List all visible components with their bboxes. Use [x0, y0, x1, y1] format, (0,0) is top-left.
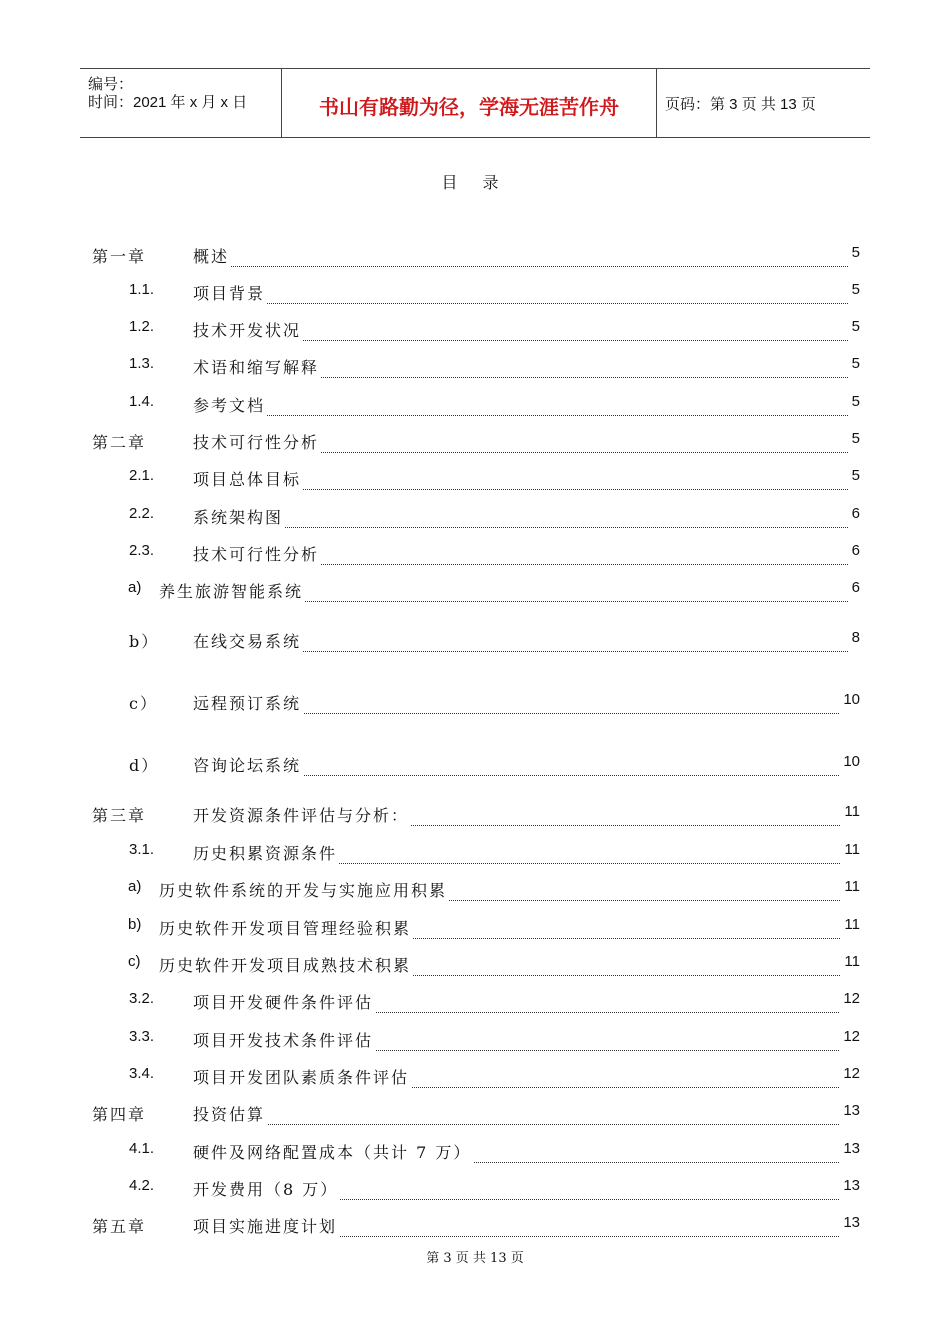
toc-entry-title: 项目实施进度计划 — [193, 1214, 339, 1237]
toc-entry-page: 11 — [844, 841, 860, 858]
toc-entry-page: 12 — [843, 990, 860, 1007]
toc-entry-page: 11 — [844, 803, 860, 820]
toc-entry[interactable] — [92, 753, 860, 777]
toc-entry-number: 4.2. — [129, 1177, 155, 1194]
toc-entry[interactable] — [92, 393, 860, 417]
toc-entry-number: 第二章 — [92, 433, 147, 452]
toc-entry[interactable] — [92, 542, 860, 566]
toc-entry-page: 11 — [844, 916, 860, 933]
toc-entry[interactable] — [92, 1028, 860, 1052]
toc-entry-title: 技术可行性分析 — [193, 430, 321, 453]
toc-leader-dots — [193, 281, 848, 304]
toc-entry-number: 3.2. — [129, 990, 155, 1007]
toc-entry-number: 2.2. — [129, 505, 155, 522]
toc-entry[interactable] — [92, 1140, 860, 1164]
toc-entry-page: 5 — [851, 430, 860, 447]
toc-entry-page: 12 — [843, 1065, 860, 1082]
toc-entry-number: c) — [128, 953, 141, 970]
toc-entry-title: 开发费用（8 万） — [193, 1177, 340, 1200]
toc-entry-number: 1.2. — [129, 318, 155, 335]
toc-title: 目 录 — [441, 173, 509, 192]
toc-entry-title: 系统架构图 — [193, 505, 285, 528]
toc-entry[interactable] — [92, 579, 860, 603]
toc-leader-dots — [193, 393, 848, 416]
toc-entry-number: 1.3. — [129, 355, 155, 372]
toc-entry-number: 1.1. — [129, 281, 155, 298]
toc-entry-title: 开发资源条件评估与分析： — [193, 803, 411, 826]
toc-entry-page: 11 — [844, 953, 860, 970]
toc-entry-title: 远程预订系统 — [193, 691, 303, 714]
toc-entry-title: 项目背景 — [193, 281, 267, 304]
toc-entry-page: 5 — [851, 393, 860, 410]
toc-entry-page: 13 — [843, 1140, 860, 1157]
toc-entry-page: 12 — [843, 1028, 860, 1045]
header-page-cell — [655, 69, 870, 137]
toc-entry-title: 技术开发状况 — [193, 318, 303, 341]
toc-entry[interactable] — [92, 244, 860, 268]
toc-entry-number: c） — [129, 694, 158, 713]
document-number-label: 编号： — [88, 76, 134, 93]
toc-entry-title: 投资估算 — [193, 1102, 267, 1125]
toc-entry[interactable] — [92, 467, 860, 491]
toc-entry[interactable] — [92, 1214, 860, 1238]
toc-entry-title: 历史软件系统的开发与实施应用积累 — [159, 878, 449, 901]
toc-entry-title: 概述 — [193, 244, 231, 267]
toc-entry-page: 6 — [851, 579, 860, 596]
header-meta-cell — [80, 69, 281, 137]
toc-entry-number: 2.1. — [129, 467, 155, 484]
toc-entry[interactable] — [92, 803, 860, 827]
toc-entry-page: 5 — [851, 318, 860, 335]
toc-entry-title: 在线交易系统 — [193, 629, 303, 652]
toc-entry-page: 13 — [843, 1177, 860, 1194]
toc-entry-title: 项目开发硬件条件评估 — [193, 990, 375, 1013]
toc-entry[interactable] — [92, 1177, 860, 1201]
toc-entry-number: 第四章 — [92, 1105, 147, 1124]
toc-entry-title: 项目开发技术条件评估 — [193, 1028, 375, 1051]
toc-entry[interactable] — [92, 629, 860, 653]
toc-entry-title: 硬件及网络配置成本（共计 7 万） — [193, 1140, 473, 1163]
toc-entry-number: 3.4. — [129, 1065, 155, 1082]
toc-entry-page: 11 — [844, 878, 860, 895]
toc-entry[interactable] — [92, 953, 860, 977]
toc-entry[interactable] — [92, 878, 860, 902]
document-date-label: 时间：2021 年 x 月 x 日 — [88, 94, 248, 111]
toc-entry-title: 咨询论坛系统 — [193, 753, 303, 776]
toc-entry-page: 8 — [851, 629, 860, 646]
toc-entry-number: 第三章 — [92, 806, 147, 825]
toc-entry[interactable] — [92, 1065, 860, 1089]
toc-leader-dots — [193, 505, 848, 528]
toc-entry-title: 参考文档 — [193, 393, 267, 416]
toc-entry-number: a) — [128, 579, 142, 596]
toc-entry[interactable] — [92, 691, 860, 715]
toc-entry-number: 第五章 — [92, 1217, 147, 1236]
toc-entry-page: 5 — [851, 244, 860, 261]
toc-entry-title: 术语和缩写解释 — [193, 355, 321, 378]
toc-entry[interactable] — [92, 430, 860, 454]
page-footer: 第 3 页 共 13 页 — [426, 1251, 524, 1266]
toc-entry-number: 4.1. — [129, 1140, 155, 1157]
toc-entry-title: 历史积累资源条件 — [193, 841, 339, 864]
toc-entry-page: 6 — [851, 505, 860, 522]
toc-entry-title: 养生旅游智能系统 — [159, 579, 305, 602]
toc-entry-page: 10 — [843, 753, 860, 770]
toc-entry-title: 项目开发团队素质条件评估 — [193, 1065, 411, 1088]
toc-entry[interactable] — [92, 841, 860, 865]
toc-entry-page: 5 — [851, 281, 860, 298]
toc-entry[interactable] — [92, 505, 860, 529]
toc-entry-number: 第一章 — [92, 247, 147, 266]
toc-entry[interactable] — [92, 281, 860, 305]
toc-entry-page: 13 — [843, 1214, 860, 1231]
toc-entry-number: b） — [129, 632, 160, 651]
toc-entry-number: 3.3. — [129, 1028, 155, 1045]
toc-entry-page: 6 — [851, 542, 860, 559]
toc-entry-title: 项目总体目标 — [193, 467, 303, 490]
toc-entry-title: 技术可行性分析 — [193, 542, 321, 565]
toc-entry-title: 历史软件开发项目成熟技术积累 — [159, 953, 413, 976]
toc-leader-dots — [193, 244, 848, 267]
toc-entry[interactable] — [92, 916, 860, 940]
toc-entry-number: d） — [129, 756, 160, 775]
document-header — [80, 68, 870, 138]
toc-entry-page: 13 — [843, 1102, 860, 1119]
toc-entry-page: 10 — [843, 691, 860, 708]
toc-entry[interactable] — [92, 990, 860, 1014]
toc-entry-title: 历史软件开发项目管理经验积累 — [159, 916, 413, 939]
toc-entry-page: 5 — [851, 355, 860, 372]
toc-entry[interactable] — [92, 318, 860, 342]
toc-entry-number: b) — [128, 916, 142, 933]
toc-entry-number: a) — [128, 878, 142, 895]
toc-entry[interactable] — [92, 355, 860, 379]
toc-entry[interactable] — [92, 1102, 860, 1126]
toc-entry-number: 2.3. — [129, 542, 155, 559]
toc-entry-number: 1.4. — [129, 393, 155, 410]
header-page-info: 页码：第 3 页 共 13 页 — [665, 96, 816, 113]
toc-entry-page: 5 — [851, 467, 860, 484]
toc-entry-number: 3.1. — [129, 841, 155, 858]
header-motto: 书山有路勤为径，学海无涯苦作舟 — [319, 95, 619, 119]
toc-leader-dots — [193, 1102, 839, 1125]
header-motto-cell — [281, 69, 657, 137]
